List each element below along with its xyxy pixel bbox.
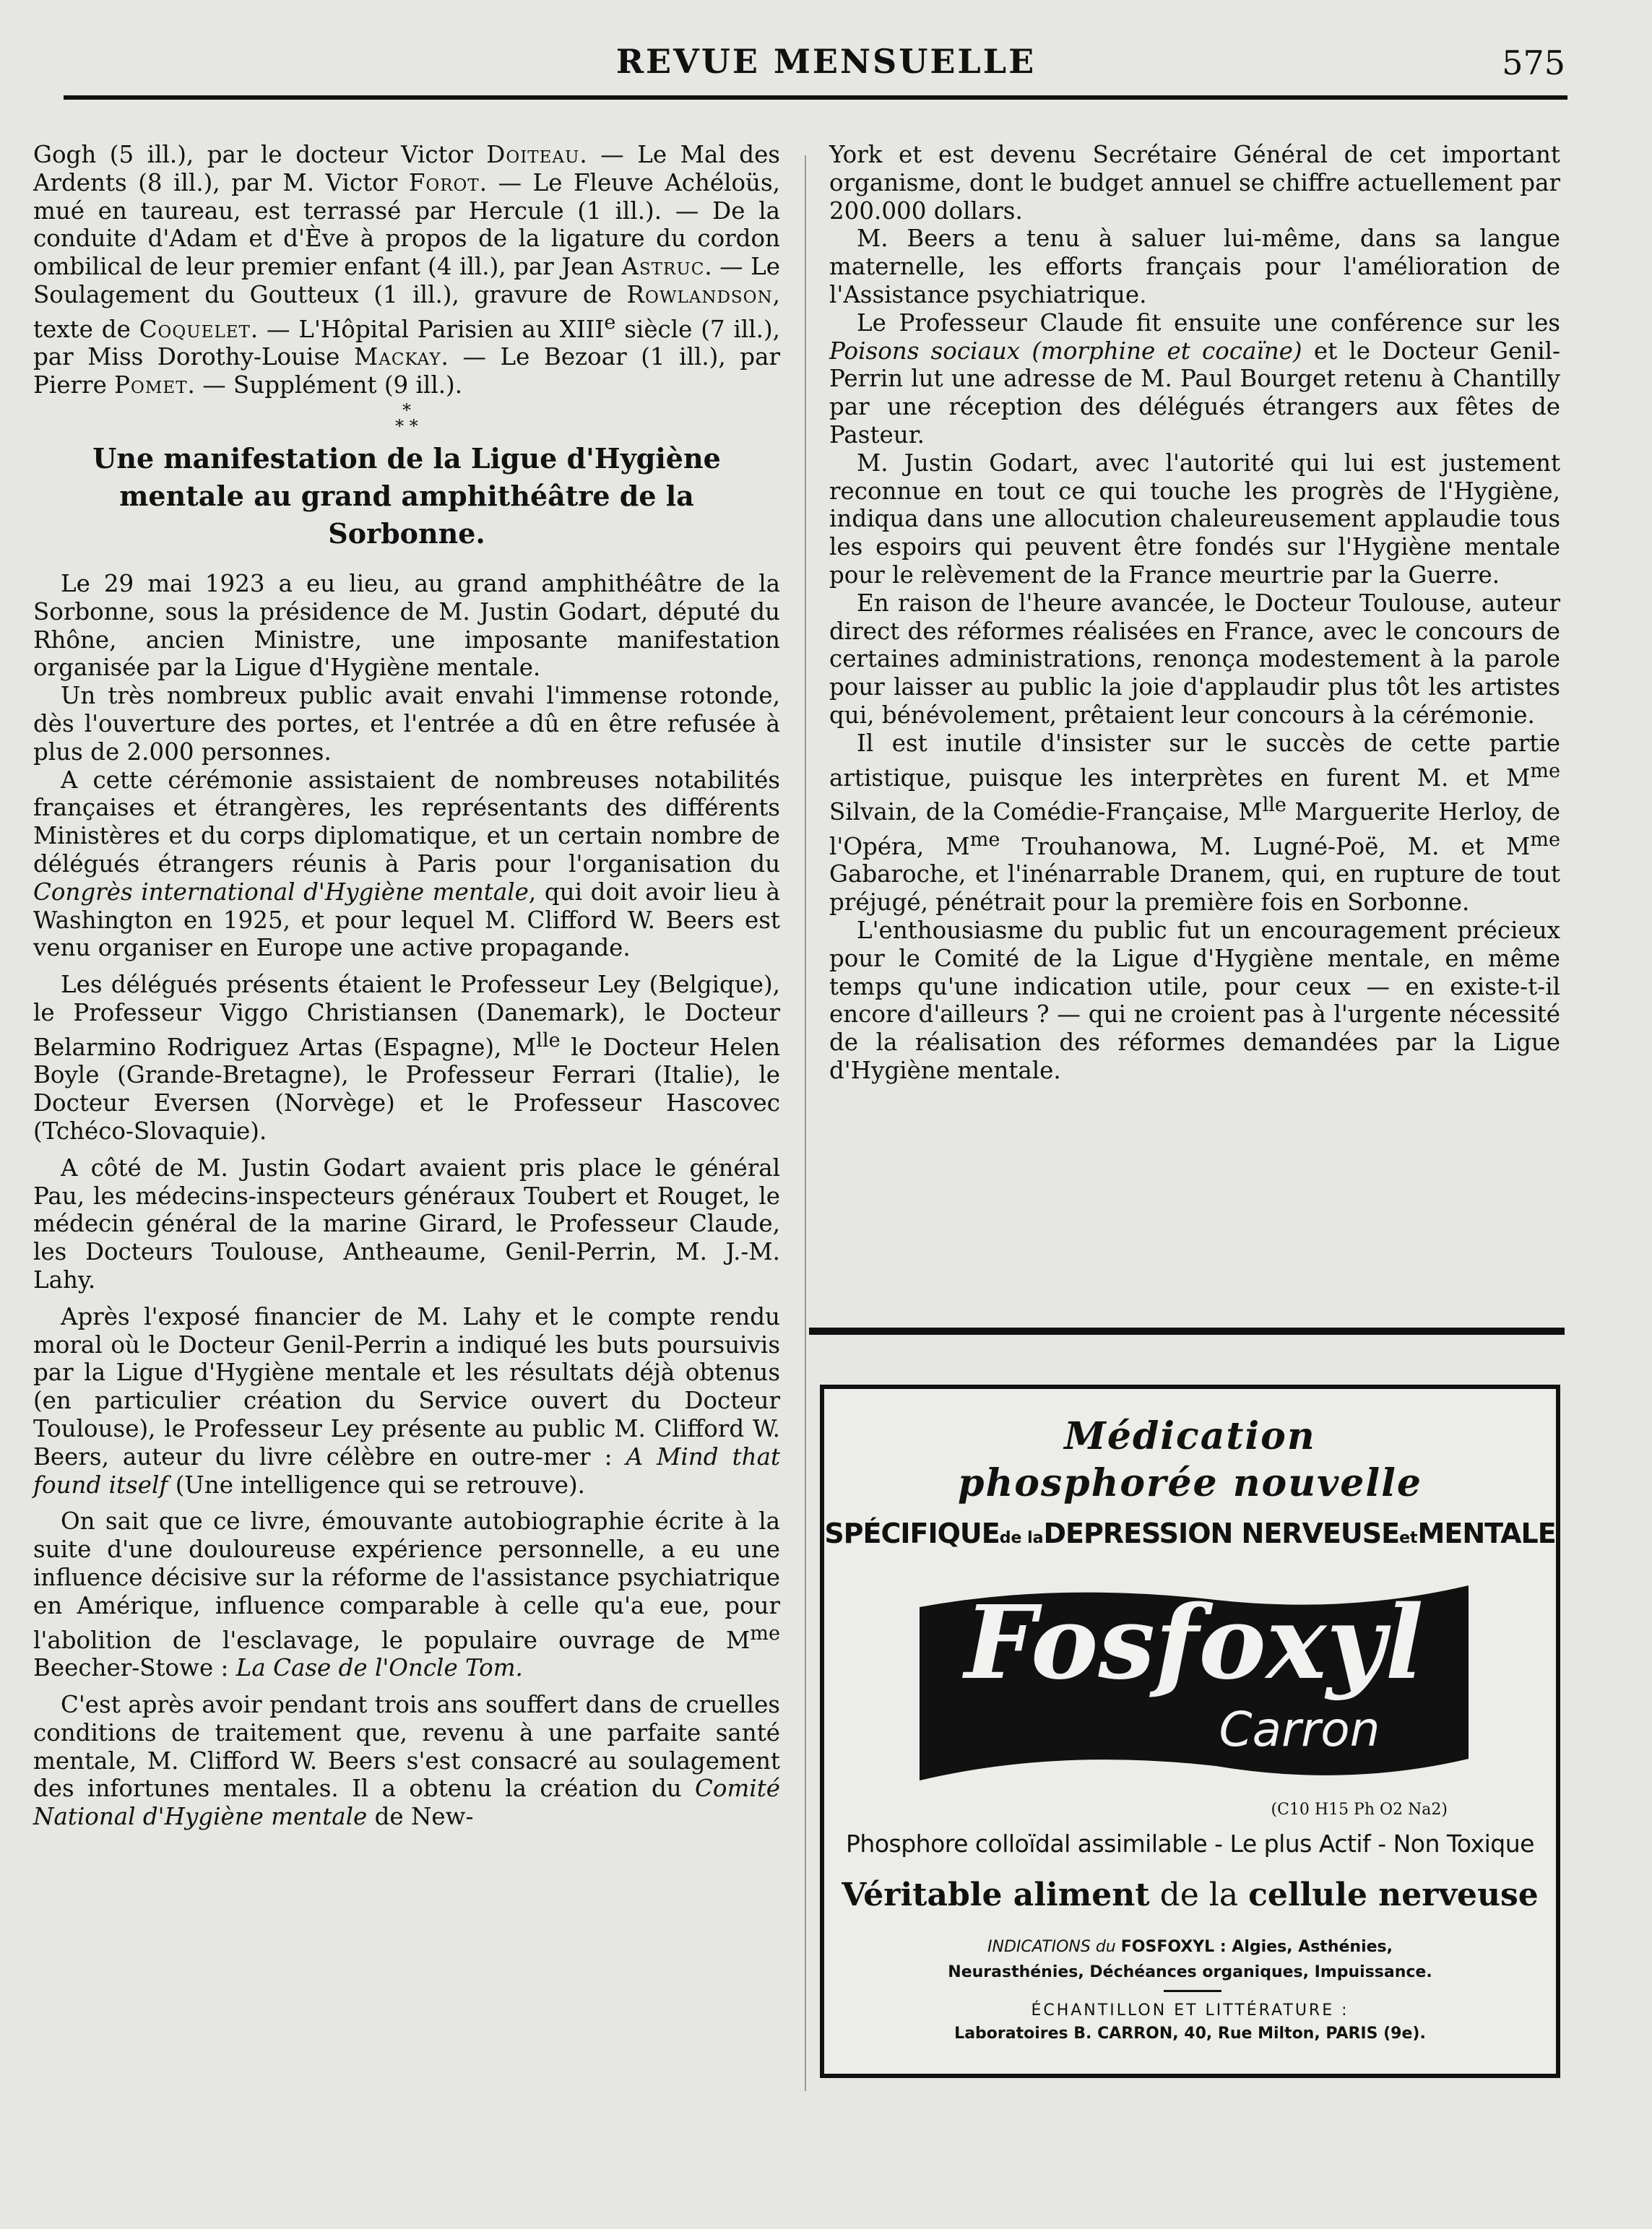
intro-paragraph: Gogh (5 ill.), par le docteur Victor Doiteau. — Le Mal des Ardents (8 ill.), par M. Victor Forot. — Le Fleuve Achéloüs, mué en taureau, est terrassé par Hercule (1 ill.). — De la conduite d'Adam et d'Ève à propos de la ligature du cordon ombilical de leur premier enfant (4 ill.), par Jean Astruc. — Le Soulagement du Goutteux (1 ill.), gravure de Rowlandson, texte de Coquelet. — L'Hôpital Parisien au XIIIe siècle (7 ill.), par Miss Dorothy-Louise Mackay. — Le Bezoar (1 ill.), par Pierre Pomet. — Supplément (9 ill.). xyxy=(33,141,780,399)
paragraph: Après l'exposé financier de M. Lahy et le compte rendu moral où le Docteur Genil-Perrin a indiqué les buts poursuivis par la Ligue d'Hygiène mentale et les résultats déjà obtenus (en particulier création du Service ouvert du Docteur Toulouse), le Professeur Ley présente au public M. Clifford W. Beers, auteur du livre célèbre en outre-mer : A Mind that found itself (Une intelligence qui se retrouve). xyxy=(33,1302,780,1499)
paragraph: Le 29 mai 1923 a eu lieu, au grand amphithéâtre de la Sorbonne, sous la présidence de M. Justin Godart, député du Rhône, ancien Ministre, une imposante manifestation organisée par la Ligue d'Hygiène mentale. xyxy=(33,570,780,682)
article-heading: Une manifestation de la Ligue d'Hygiène mentale au grand amphithéâtre de la Sorbonne. xyxy=(92,442,721,550)
paragraph: M. Justin Godart, avec l'autorité qui lui est justement reconnue en tout ce qui touche les progrès de l'Hygiène, indiqua dans une allocution chaleureusement applaudie tous les espoirs qui peuvent être fondés sur l'Hygiène mentale pour le relèvement de la France meurtrie par la Guerre. xyxy=(829,449,1560,589)
paragraph: On sait que ce livre, émouvante autobiographie écrite à la suite d'une douloureuse expérience personnelle, a eu une influence décisive sur la réforme de l'assistance psychiatrique en Amérique, influence comparable à celle qu'a eue, pour l'abolition de l'esclavage, le populaire ouvrage de $M^{me}$ Beecher-Stowe : La Case de l'Oncle Tom. xyxy=(33,1507,780,1682)
page-number: 575 xyxy=(1502,43,1565,82)
ad-line-echantillon: ÉCHANTILLON ET LITTÉRATURE : xyxy=(1031,2001,1349,2020)
page-header xyxy=(0,42,1652,92)
right-column xyxy=(829,141,1560,1085)
paragraph: Le Professeur Claude fit ensuite une conférence sur les Poisons sociaux (morphine et cocaïne) et le Docteur Genil-Perrin lut une adresse de M. Paul Bourget retenu à Chantilly par une réception des délégués étrangers aux fêtes de Pasteur. xyxy=(829,308,1560,449)
paragraph: A cette cérémonie assistaient de nombreuses notabilités françaises et étrangères, les représentants des différents Ministères et du corps diplomatique, et un certain nombre de délégués étrangers réunis à Paris pour l'organisation du Congrès international d'Hygiène mentale, qui doit avoir lieu à Washington en 1925, et pour lequel M. Clifford W. Beers est venu organiser en Europe une active propagande. xyxy=(33,766,780,962)
paragraph: C'est après avoir pendant trois ans souffert dans de cruelles conditions de traitement que, revenu à une parfaite santé mentale, M. Clifford W. Beers s'est consacré au soulagement des infortunes mentales. Il a obtenu la création du Comité National d'Hygiène mentale de New- xyxy=(33,1690,780,1831)
brand-name: Fosfoxyl xyxy=(964,1584,1424,1702)
ad-line-specifique: SPÉCIFIQUEde laDEPRESSION NERVEUSEetMENTALE xyxy=(824,1518,1556,1549)
left-column xyxy=(33,141,780,1831)
advertisement-rule xyxy=(809,1328,1565,1335)
section-stars: * * * xyxy=(395,400,418,436)
ad-line-phosphoree: phosphorée nouvelle xyxy=(958,1461,1422,1505)
ad-separator xyxy=(1164,1990,1221,1992)
ad-line-veritable-aliment: Véritable aliment de la cellule nerveuse xyxy=(842,1877,1539,1913)
ad-line-indications: INDICATIONS du FOSFOXYL : Algies, Asthénies, xyxy=(987,1938,1393,1956)
paragraph: M. Beers a tenu à saluer lui-même, dans sa langue maternelle, les efforts français pour l'amélioration de l'Assistance psychiatrique. xyxy=(829,225,1560,308)
brand-maker: Carron xyxy=(1219,1702,1380,1757)
journal-title: REVUE MENSUELLE xyxy=(615,42,1037,81)
ad-line-neurasthenies: Neurasthénies, Déchéances organiques, Impuissance. xyxy=(948,1963,1432,1981)
fosfoxyl-advertisement xyxy=(820,1385,1560,2078)
chemical-formula: (C10 H15 Ph O2 Na2) xyxy=(1271,1801,1448,1819)
paragraph: York et est devenu Secrétaire Général de cet important organisme, dont le budget annuel se chiffre actuellement par 200.000 dollars. xyxy=(829,141,1560,225)
ad-line-laboratoires: Laboratoires B. CARRON, 40, Rue Milton, PARIS (9e). xyxy=(954,2025,1426,2043)
paragraph: Les délégués présents étaient le Professeur Ley (Belgique), le Professeur Viggo Christiansen (Danemark), le Docteur Belarmino Rodriguez Artas (Espagne), $M^{lle}$ le Docteur Helen Boyle (Grande-Bretagne), le Professeur Ferrari (Italie), le Docteur Eversen (Norvège) et le Professeur Hascovec (Tchéco-Slovaquie). xyxy=(33,971,780,1145)
ad-line-medication: Médication xyxy=(1064,1414,1316,1458)
column-divider xyxy=(805,155,806,2091)
header-rule xyxy=(64,95,1567,100)
paragraph: L'enthousiasme du public fut un encouragement précieux pour le Comité de la Ligue d'Hygiène mentale, en même temps qu'une indication utile, pour ceux — en existe-t-il encore d'ailleurs ? — qui ne croient pas à l'urgente nécessité de la réalisation des réformes demandées par la Ligue d'Hygiène mentale. xyxy=(829,917,1560,1084)
paragraph: Un très nombreux public avait envahi l'immense rotonde, dès l'ouverture des portes, et l'entrée a dû en être refusée à plus de 2.000 personnes. xyxy=(33,682,780,766)
paragraph: Il est inutile d'insister sur le succès de cette partie artistique, puisque les interprètes en furent M. et $M^{me}$ Silvain, de la Comédie-Française, $M^{lle}$ Marguerite Herloy, de l'Opéra, $M^{me}$ Trouhanowa, M. Lugné-Poë, M. et $M^{me}$ Gabaroche, et l'inénarrable Dranem, qui, en rupture de tout préjugé, pénétrait pour la première fois en Sorbonne. xyxy=(829,729,1560,917)
ad-line-phosphore-colloidal: Phosphore colloïdal assimilable - Le plus Actif - Non Toxique xyxy=(846,1830,1534,1858)
paragraph: En raison de l'heure avancée, le Docteur Toulouse, auteur direct des réformes réalisées en France, avec le concours de certaines administrations, renonça modestement à la parole pour laisser au public la joie d'applaudir plus tôt les artistes qui, bénévolement, prêtaient leur concours à la cérémonie. xyxy=(829,589,1560,729)
paragraph: A côté de M. Justin Godart avaient pris place le général Pau, les médecins-inspecteurs généraux Toubert et Rouget, le médecin général de la marine Girard, le Professeur Claude, les Docteurs Toulouse, Antheaume, Genil-Perrin, M. J.-M. Lahy. xyxy=(33,1154,780,1294)
